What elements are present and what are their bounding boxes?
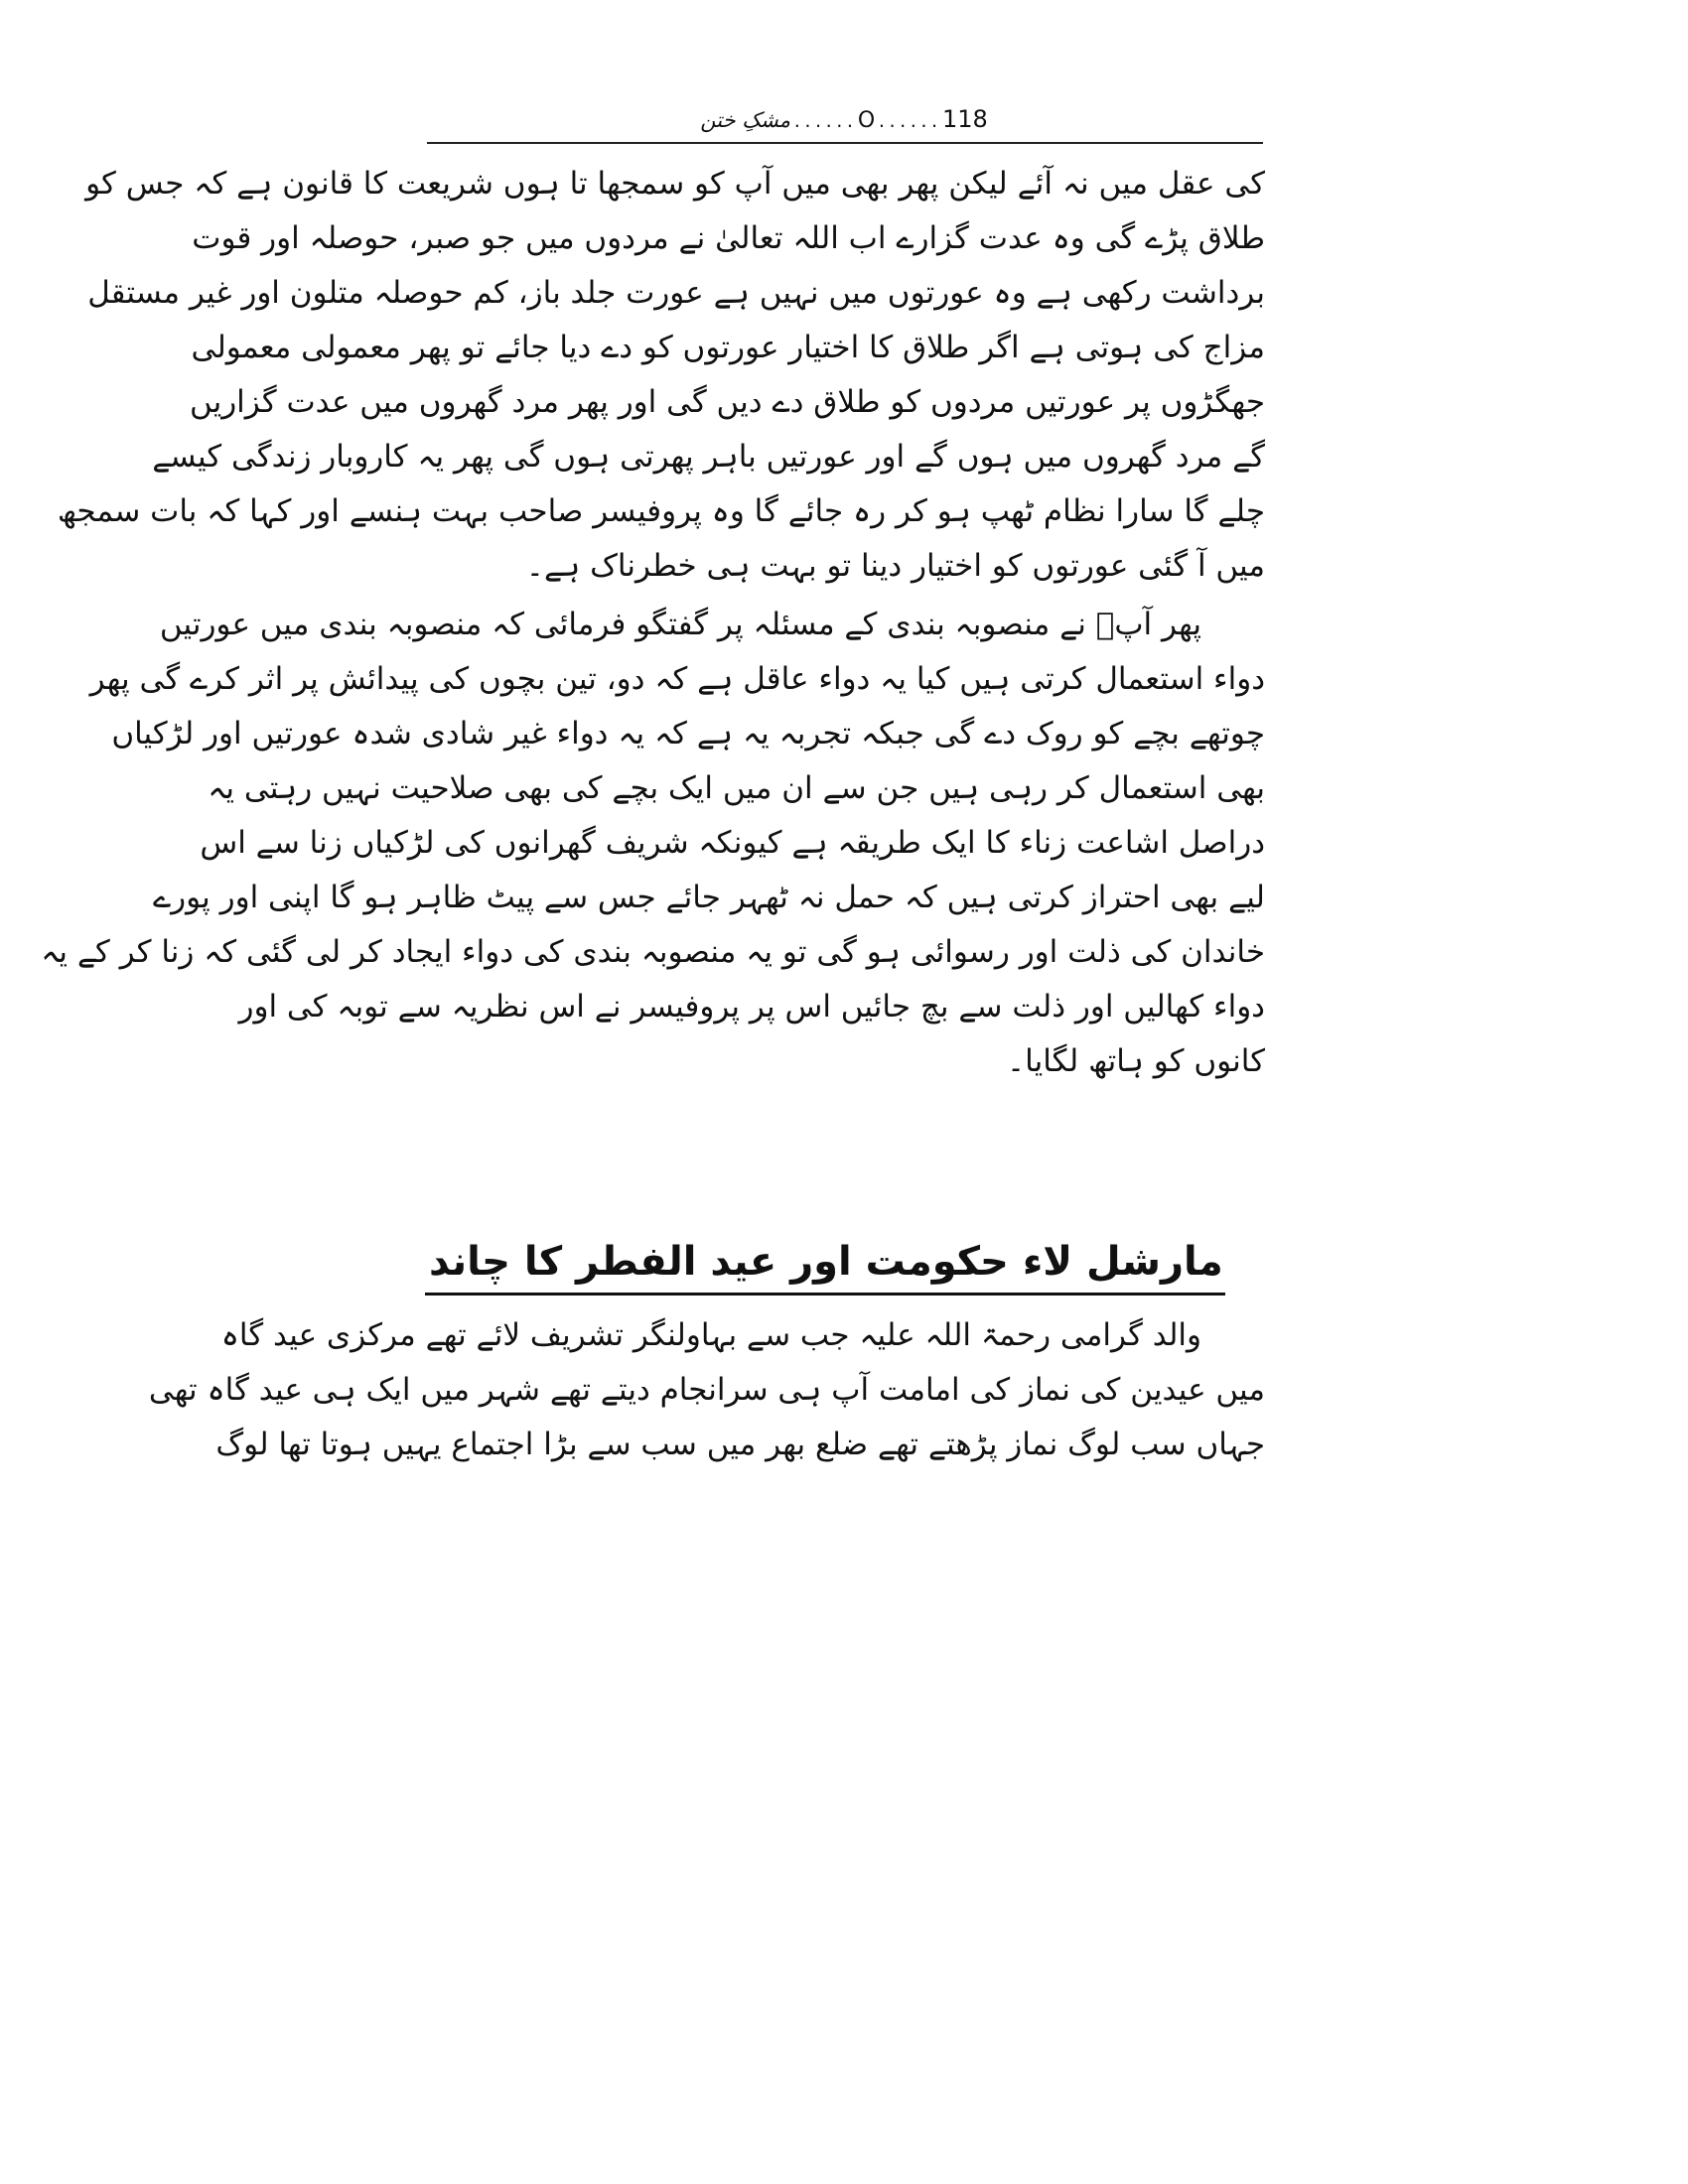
text-line: میں آ گئی عورتوں کو اختیار دینا تو بہت ہی خطرناک ہے۔ (525, 548, 1265, 584)
text-line: میں عیدین کی نماز کی امامت آپ ہی سرانجام دیتے تھے شہر میں ایک ہی عید گاہ تھی (148, 1372, 1265, 1408)
header-rule (427, 142, 1263, 144)
text-line: جہاں سب لوگ نماز پڑھتے تھے ضلع بھر میں سب سے بڑا اجتماع یہیں ہوتا تھا لوگ (215, 1427, 1265, 1462)
text-line: طلاق پڑے گی وہ عدت گزارے اب اللہ تعالیٰ نے مردوں میں جو صبر، حوصلہ اور قوت (192, 220, 1265, 256)
book-title: مشکِ ختن (700, 108, 791, 132)
text-line: گے مرد گھروں میں ہوں گے اور عورتیں باہر پھرتی ہوں گی پھر یہ کاروبار زندگی کیسے (152, 439, 1265, 475)
text-line: پھر آپؒ نے منصوبہ بندی کے مسئلہ پر گفتگو فرمائی کہ منصوبہ بندی میں عورتیں (159, 607, 1201, 642)
text-line: دواء استعمال کرتی ہیں کیا یہ دواء عاقل ہے کہ دو، تین بچوں کی پیدائش پر اثر کرے گی پھر (89, 661, 1265, 697)
section-paragraph (148, 1308, 1265, 1472)
text-line: چوتھے بچے کو روک دے گی جبکہ تجربہ یہ ہے کہ یہ دواء غیر شادی شدہ عورتیں اور لڑکیاں (111, 716, 1265, 751)
header-circle-ornament: O (857, 108, 876, 133)
text-line: چلے گا سارا نظام ٹھپ ہو کر رہ جائے گا وہ پروفیسر صاحب بہت ہنسے اور کہا کہ بات سمجھ (57, 493, 1265, 529)
text-line: خاندان کی ذلت اور رسوائی ہو گی تو یہ منصوبہ بندی کی دواء ایجاد کر لی گئی کہ زنا کر کے یہ (41, 934, 1265, 970)
text-line: کی عقل میں نہ آئے لیکن پھر بھی میں آپ کو سمجھا تا ہوں شریعت کا قانون ہے کہ جس کو (85, 166, 1265, 202)
text-line: دراصل اشاعت زناء کا ایک طریقہ ہے کیونکہ شریف گھرانوں کی لڑکیاں زنا سے اس (200, 825, 1265, 861)
text-line: برداشت رکھی ہے وہ عورتوں میں نہیں ہے عورت جلد باز، کم حوصلہ متلون اور غیر مستقل (87, 275, 1265, 311)
text-line: لیے بھی احتراز کرتی ہیں کہ حمل نہ ٹھہر جائے جس سے پیٹ ظاہر ہو گا اپنی اور پورے (153, 880, 1265, 915)
text-line: مزاج کی ہوتی ہے اگر طلاق کا اختیار عورتوں کو دے دیا جائے تو پھر معمولی معمولی (191, 330, 1265, 365)
text-line: کانوں کو ہاتھ لگایا۔ (1006, 1043, 1265, 1079)
header-separator-right: ...... (877, 112, 940, 131)
section-body-text (148, 1308, 1265, 1472)
text-line: بھی استعمال کر رہی ہیں جن سے ان میں ایک بچے کی بھی صلاحیت نہیں رہتی یہ (208, 770, 1265, 806)
paragraph-1 (57, 157, 1265, 594)
text-line: والد گرامی رحمۃ اللہ علیہ جب سے بہاولنگر تشریف لائے تھے مرکزی عید گاہ (220, 1317, 1201, 1353)
running-header (427, 99, 1261, 139)
header-separator-left: ...... (792, 112, 856, 131)
body-text (41, 157, 1265, 1089)
page-number: 118 (941, 105, 988, 133)
text-line: جھگڑوں پر عورتیں مردوں کو طلاق دے دیں گی اور پھر مرد گھروں میں عدت گزاریں (189, 384, 1265, 420)
text-line: دواء کھالیں اور ذلت سے بچ جائیں اس پر پروفیسر نے اس نظریہ سے توبہ کی اور (238, 989, 1265, 1024)
paragraph-2 (41, 598, 1265, 1089)
section-title: مارشل لاء حکومت اور عید الفطر کا چاند (425, 1233, 1225, 1296)
section-heading (425, 1233, 1265, 1295)
